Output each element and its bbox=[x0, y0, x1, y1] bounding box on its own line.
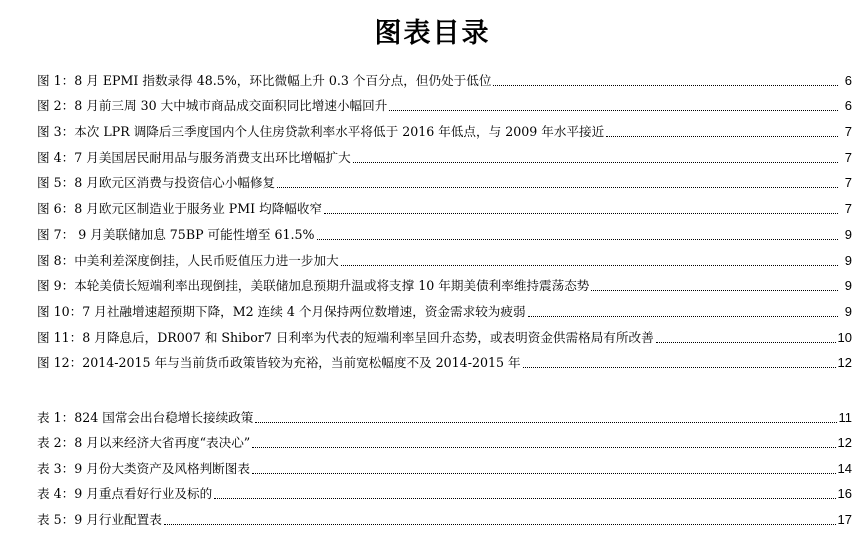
dot-leader bbox=[255, 421, 836, 423]
toc-entry-figure-6[interactable] bbox=[37, 192, 852, 218]
page-number: 14 bbox=[837, 460, 852, 476]
dot-leader bbox=[324, 212, 838, 214]
dot-leader bbox=[252, 446, 835, 448]
table-list bbox=[37, 401, 852, 529]
toc-entry-figure-3[interactable] bbox=[37, 115, 852, 141]
dot-leader bbox=[277, 186, 838, 188]
toc-entry-figure-7[interactable] bbox=[37, 218, 852, 244]
toc-entry-table-2[interactable] bbox=[37, 427, 852, 453]
page-number: 12 bbox=[837, 435, 852, 451]
page-number: 6 bbox=[844, 72, 852, 88]
page-number: 10 bbox=[837, 329, 852, 345]
toc-entry-table-5[interactable] bbox=[37, 503, 852, 529]
dot-leader bbox=[389, 109, 838, 111]
entry-label: 图 11：8 月降息后，DR007 和 Shibor7 日利率为代表的短端利率呈回升态势，或表明资金供需格局有所改善 bbox=[37, 329, 654, 345]
page-number: 7 bbox=[844, 149, 852, 165]
toc-entry-figure-10[interactable] bbox=[37, 295, 852, 321]
dot-leader bbox=[214, 497, 835, 499]
toc-entry-figure-9[interactable] bbox=[37, 270, 852, 296]
entry-label: 图 4：7 月美国居民耐用品与服务消费支出环比增幅扩大 bbox=[37, 149, 351, 165]
page-number: 16 bbox=[837, 486, 852, 502]
entry-label: 表 3：9 月份大类资产及风格判断图表 bbox=[37, 460, 250, 476]
entry-label: 图 5：8 月欧元区消费与投资信心小幅修复 bbox=[37, 175, 276, 191]
toc-entry-figure-5[interactable] bbox=[37, 167, 852, 193]
dot-leader bbox=[493, 84, 838, 86]
entry-label: 图 1：8 月 EPMI 指数录得 48.5%，环比微幅上升 0.3 个百分点，但仍处于低位 bbox=[37, 72, 492, 88]
entry-label: 表 2：8 月以来经济大省再度“表决心” bbox=[37, 435, 251, 451]
page-number: 7 bbox=[844, 124, 852, 140]
entry-label: 图 6：8 月欧元区制造业于服务业 PMI 均降幅收窄 bbox=[37, 201, 323, 217]
dot-leader bbox=[528, 315, 838, 317]
entry-label: 表 1：824 国常会出台稳增长接续政策 bbox=[37, 409, 254, 425]
dot-leader bbox=[591, 289, 838, 291]
entry-label: 表 5：9 月行业配置表 bbox=[37, 511, 162, 527]
entry-label: 图 7： 9 月美联储加息 75BP 可能性增至 61.5% bbox=[37, 226, 315, 242]
figure-list bbox=[37, 64, 852, 372]
dot-leader bbox=[164, 523, 836, 525]
dot-leader bbox=[317, 238, 838, 240]
entry-label: 图 12：2014-2015 年与当前货币政策皆较为充裕，当前宽松幅度不及 2014-2015 年 bbox=[37, 355, 521, 371]
dot-leader bbox=[606, 135, 838, 137]
toc-entry-table-4[interactable] bbox=[37, 478, 852, 504]
entry-label: 图 10：7 月社融增速超预期下降，M2 连续 4 个月保持两位数增速，资金需求较为疲弱 bbox=[37, 303, 526, 319]
page-number: 9 bbox=[844, 252, 852, 268]
toc-entry-figure-1[interactable] bbox=[37, 64, 852, 90]
toc-entry-table-3[interactable] bbox=[37, 452, 852, 478]
toc-entry-figure-2[interactable] bbox=[37, 90, 852, 116]
page-number: 9 bbox=[844, 278, 852, 294]
page-number: 9 bbox=[844, 303, 852, 319]
dot-leader bbox=[523, 366, 836, 368]
entry-label: 图 2：8 月前三周 30 大中城市商品成交面积同比增速小幅回升 bbox=[37, 98, 388, 114]
toc-entry-figure-11[interactable] bbox=[37, 321, 852, 347]
page-number: 6 bbox=[844, 98, 852, 114]
page-number: 12 bbox=[837, 355, 852, 371]
toc-entry-table-1[interactable] bbox=[37, 401, 852, 427]
entry-label: 图 3：本次 LPR 调降后三季度国内个人住房贷款利率水平将低于 2016 年低点，与 2009 年水平接近 bbox=[37, 124, 605, 140]
toc-entry-figure-8[interactable] bbox=[37, 244, 852, 270]
page-number: 9 bbox=[844, 226, 852, 242]
page-number: 17 bbox=[837, 511, 852, 527]
entry-label: 表 4：9 月重点看好行业及标的 bbox=[37, 486, 213, 502]
toc-entry-figure-4[interactable] bbox=[37, 141, 852, 167]
toc-entry-figure-12[interactable] bbox=[37, 347, 852, 373]
page-number: 7 bbox=[844, 175, 852, 191]
dot-leader bbox=[341, 264, 838, 266]
page-number: 7 bbox=[844, 201, 852, 217]
dot-leader bbox=[353, 161, 838, 163]
page-number: 11 bbox=[838, 409, 852, 425]
dot-leader bbox=[656, 341, 836, 343]
entry-label: 图 9：本轮美债长短端利率出现倒挂，美联储加息预期升温或将支撑 10 年期美债利率维持震荡态势 bbox=[37, 278, 590, 294]
page-title: 图表目录 bbox=[374, 18, 491, 49]
dot-leader bbox=[252, 472, 836, 474]
entry-label: 图 8：中美利差深度倒挂，人民币贬值压力进一步加大 bbox=[37, 252, 339, 268]
